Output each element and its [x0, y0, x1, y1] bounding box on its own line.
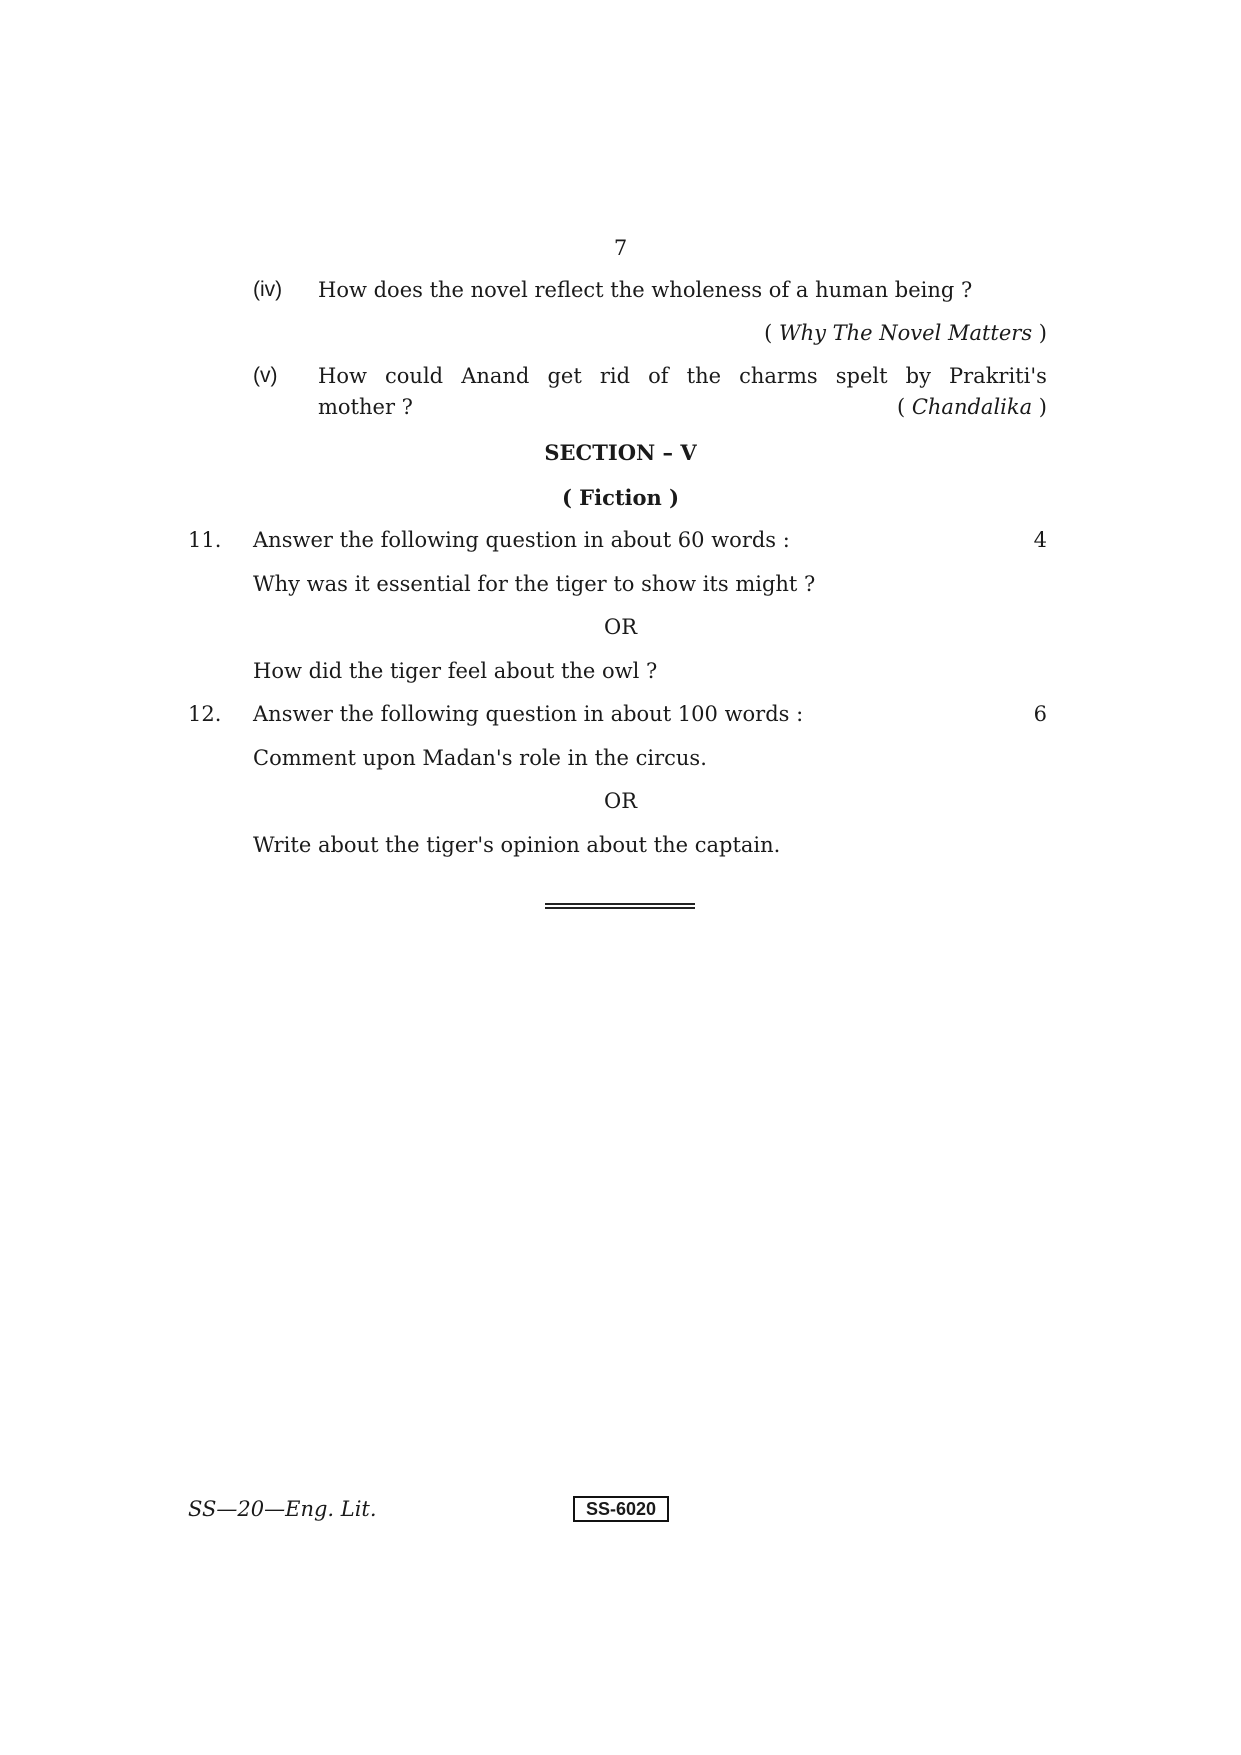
end-rule [545, 903, 695, 909]
question-instruction: Answer the following question in about 60 words : [253, 528, 790, 552]
question-option-a: Why was it essential for the tiger to show its might ? [253, 572, 816, 596]
question-number: 11. [188, 528, 222, 552]
subquestion-text-line2: mother ? [318, 395, 413, 419]
word: rid [599, 364, 631, 388]
question-option-b: Write about the tiger's opinion about the captain. [253, 833, 781, 857]
word: charms [739, 364, 818, 388]
question-marks: 6 [1033, 702, 1047, 726]
subquestion-text: How does the novel reflect the wholeness of a human being ? [318, 278, 973, 302]
question-option-a: Comment upon Madan's role in the circus. [253, 746, 707, 770]
word: Prakriti's [949, 364, 1047, 388]
question-instruction: Answer the following question in about 100 words : [253, 702, 804, 726]
or-label: OR [603, 615, 638, 639]
source-citation: ( Chandalika ) [896, 395, 1047, 419]
question-marks: 4 [1033, 528, 1047, 552]
source-title: Chandalika [911, 395, 1033, 419]
section-subtitle: ( Fiction ) [561, 485, 680, 510]
subquestion-text-line [318, 364, 1047, 388]
or-label: OR [603, 789, 638, 813]
word: the [686, 364, 722, 388]
word: could [385, 364, 444, 388]
source-citation: ( Why The Novel Matters ) [764, 321, 1047, 345]
subquestion-number: (iv) [253, 278, 283, 301]
question-number: 12. [188, 702, 222, 726]
footer-code-box: SS-6020 [573, 1496, 669, 1522]
page-number: 7 [613, 236, 628, 260]
source-title: Why The Novel Matters [778, 321, 1033, 345]
question-option-b: How did the tiger feel about the owl ? [253, 659, 658, 683]
section-title: SECTION – V [544, 440, 697, 465]
word: by [905, 364, 931, 388]
word: Anand [461, 364, 530, 388]
word: How [318, 364, 367, 388]
footer-paper-code: SS—20—Eng. Lit. [188, 1497, 377, 1521]
word: get [547, 364, 582, 388]
word: of [648, 364, 669, 388]
word: spelt [835, 364, 888, 388]
subquestion-number: (v) [253, 364, 278, 387]
